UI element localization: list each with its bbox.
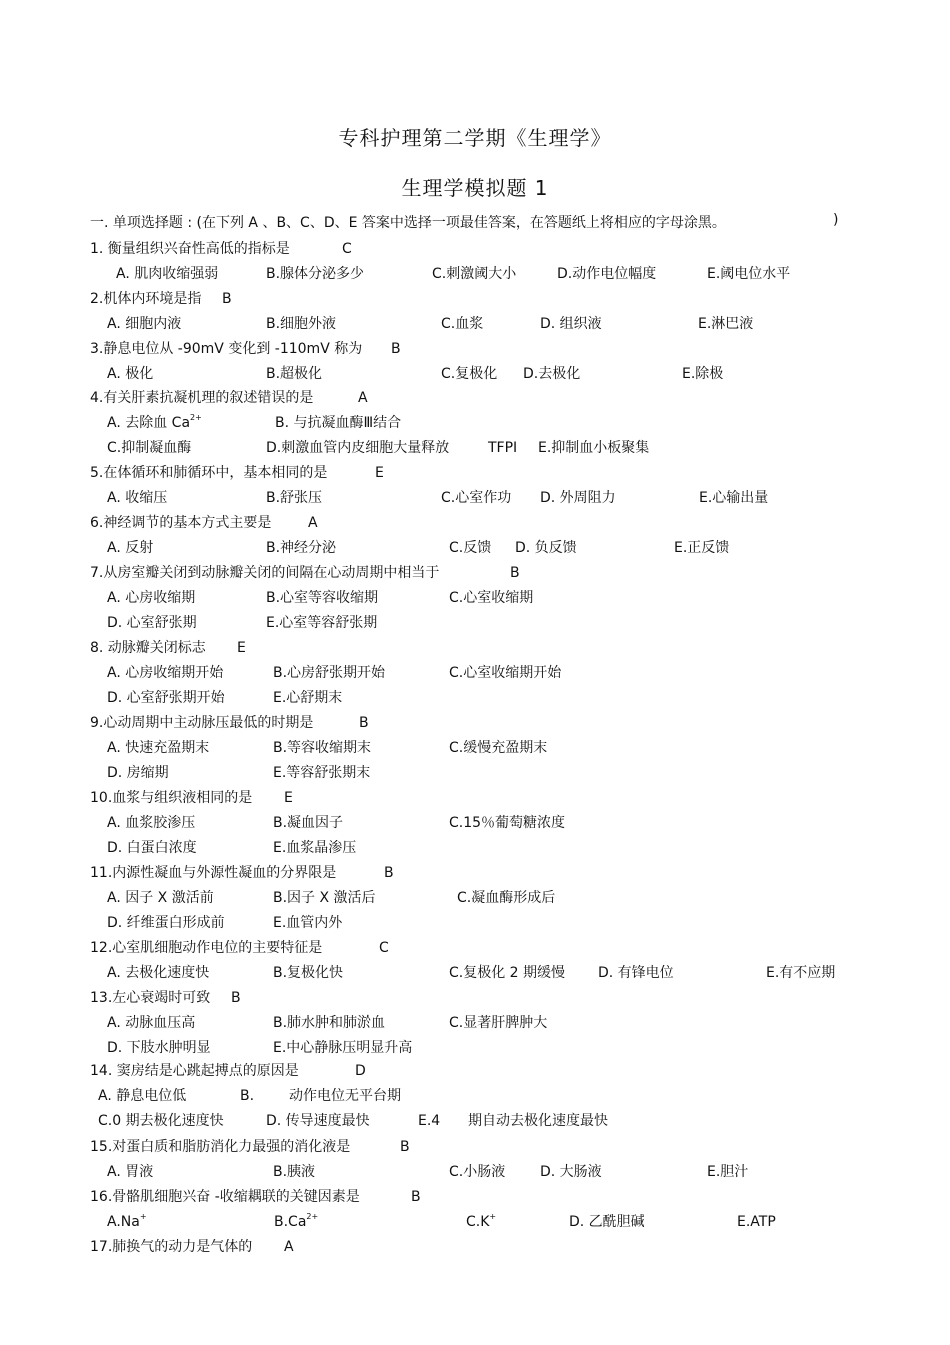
option-text: B.肺水肿和肺淤血 xyxy=(273,1015,386,1031)
option xyxy=(107,912,225,934)
option-row xyxy=(0,363,950,385)
option-text: C.缓慢充盈期末 xyxy=(449,740,548,756)
answer-key: B xyxy=(510,565,520,581)
option-text: B.因子 X 激活后 xyxy=(273,890,376,906)
option xyxy=(449,1161,505,1183)
option xyxy=(523,363,580,385)
option xyxy=(266,1110,370,1132)
option-text: A. 血浆胶渗压 xyxy=(107,815,196,831)
option-text: E.阈电位水平 xyxy=(707,266,791,282)
question-stem xyxy=(90,512,318,534)
answer-key: B xyxy=(384,865,394,881)
option xyxy=(107,812,195,834)
option-row xyxy=(0,1161,950,1183)
option xyxy=(699,487,768,509)
option xyxy=(273,812,343,834)
option-text: E.心室等容舒张期 xyxy=(266,615,378,631)
question-text: 2.机体内环境是指 xyxy=(90,291,202,307)
option-text: D. 乙酰胆碱 xyxy=(569,1214,645,1230)
option-text: C.15％葡萄糖浓度 xyxy=(449,815,566,831)
option xyxy=(273,962,343,984)
option-text: B.凝血因子 xyxy=(273,815,344,831)
superscript: + xyxy=(489,1212,497,1221)
question-stem xyxy=(90,462,384,484)
option xyxy=(107,962,209,984)
option-text: E.4 xyxy=(418,1113,441,1129)
option xyxy=(107,487,167,509)
option-row xyxy=(0,587,950,609)
option xyxy=(107,837,197,859)
option xyxy=(240,1085,254,1107)
option xyxy=(107,662,223,684)
option-text: A. 反射 xyxy=(107,540,154,556)
option-text: B.神经分泌 xyxy=(266,540,337,556)
instructions-end: ) xyxy=(833,212,839,228)
option xyxy=(274,1211,318,1233)
option-row xyxy=(0,962,950,984)
option xyxy=(432,263,516,285)
answer-key: B xyxy=(222,291,232,307)
option xyxy=(107,1012,195,1034)
option-text: C.凝血酶形成后 xyxy=(457,890,556,906)
answer-key: A xyxy=(358,390,368,406)
question-text: 9.心动周期中主动脉压最低的时期是 xyxy=(90,715,314,731)
option-text: E.ATP xyxy=(737,1214,776,1230)
question-stem xyxy=(90,787,293,809)
question-stem xyxy=(90,288,232,310)
option-text: E.血管内外 xyxy=(273,915,343,931)
option-text: B.细胞外液 xyxy=(266,316,337,332)
option xyxy=(107,687,225,709)
option-text: B. xyxy=(240,1088,255,1104)
option-text: D. 有锋电位 xyxy=(598,965,674,981)
option xyxy=(441,363,497,385)
answer-key: B xyxy=(411,1189,421,1205)
option xyxy=(674,537,729,559)
option xyxy=(598,962,674,984)
option-text: B.超极化 xyxy=(266,366,323,382)
question-stem xyxy=(90,937,389,959)
option xyxy=(441,487,511,509)
option-row xyxy=(0,1085,950,1107)
option xyxy=(266,313,336,335)
option xyxy=(449,587,533,609)
document-subtitle: 生理学模拟题 1 xyxy=(401,176,549,200)
option xyxy=(266,437,449,459)
option-text: D. 心室舒张期 xyxy=(107,615,197,631)
option-row xyxy=(0,912,950,934)
option-text: C.显著肝脾肿大 xyxy=(449,1015,548,1031)
answer-key: A xyxy=(284,1239,294,1255)
question-stem xyxy=(90,1236,294,1258)
option-text: D. 下肢水肿明显 xyxy=(107,1040,211,1056)
option-text: E.除极 xyxy=(682,366,724,382)
option-text: D.去极化 xyxy=(523,366,581,382)
option xyxy=(266,487,322,509)
option-row xyxy=(0,837,950,859)
option xyxy=(449,962,565,984)
option xyxy=(98,1110,224,1132)
option xyxy=(569,1211,645,1233)
option-text: A. 心房收缩期 xyxy=(107,590,196,606)
option-row xyxy=(0,1110,950,1132)
question-text: 3.静息电位从 -90mV 变化到 -110mV 称为 xyxy=(90,341,363,357)
option-text: C.心室作功 xyxy=(441,490,512,506)
option-text: C.小肠液 xyxy=(449,1164,506,1180)
option xyxy=(273,887,376,909)
option-text: E.胆汁 xyxy=(707,1164,749,1180)
option-text: D. 负反馈 xyxy=(515,540,577,556)
option-row xyxy=(0,487,950,509)
option-text: C.抑制凝血酶 xyxy=(107,440,192,456)
option xyxy=(273,1012,385,1034)
option-text: A. 静息电位低 xyxy=(98,1088,187,1104)
question-stem xyxy=(90,238,352,260)
question-text: 16.骨骼肌细胞兴奋 -收缩耦联的关键因素是 xyxy=(90,1189,360,1205)
option xyxy=(457,887,555,909)
option-text: C.刺激阈大小 xyxy=(432,266,517,282)
option-text: A. 因子 X 激活前 xyxy=(107,890,214,906)
question-text: 17.肺换气的动力是气体的 xyxy=(90,1239,253,1255)
option-row xyxy=(0,887,950,909)
question-text: 12.心室肌细胞动作电位的主要特征是 xyxy=(90,940,323,956)
option xyxy=(107,887,214,909)
option xyxy=(698,313,753,335)
option-text: D. 房缩期 xyxy=(107,765,169,781)
option xyxy=(266,363,322,385)
superscript: 2+ xyxy=(190,413,202,422)
answer-key: A xyxy=(308,515,318,531)
option-text: TFPI xyxy=(488,440,518,456)
option-text: A. 去极化速度快 xyxy=(107,965,210,981)
option xyxy=(107,1211,147,1233)
question-stem xyxy=(90,1060,366,1082)
option-row xyxy=(0,1012,950,1034)
option-text: B.Ca xyxy=(274,1214,307,1230)
option-text: D.刺激血管内皮细胞大量释放 xyxy=(266,440,450,456)
option-text: C.反馈 xyxy=(449,540,492,556)
option-text: A. 胃液 xyxy=(107,1164,154,1180)
option xyxy=(449,812,565,834)
option-row xyxy=(0,537,950,559)
option-text: B.心室等容收缩期 xyxy=(266,590,379,606)
answer-key: D xyxy=(355,1063,366,1079)
option xyxy=(441,313,483,335)
option xyxy=(449,662,561,684)
option-row xyxy=(0,737,950,759)
question-stem xyxy=(90,862,394,884)
option-row xyxy=(0,1211,950,1233)
option-text: B. 与抗凝血酶Ⅲ结合 xyxy=(275,415,402,431)
option xyxy=(273,912,342,934)
option-text: C.血浆 xyxy=(441,316,484,332)
option-text: A.Na xyxy=(107,1214,140,1230)
option-row xyxy=(0,662,950,684)
option xyxy=(682,363,723,385)
option xyxy=(107,437,191,459)
option xyxy=(107,1161,153,1183)
answer-key: B xyxy=(231,990,241,1006)
answer-key: E xyxy=(375,465,384,481)
option-text: E.心舒期末 xyxy=(273,690,343,706)
option-text: B.腺体分泌多少 xyxy=(266,266,365,282)
option xyxy=(116,263,218,285)
option-text: E.血浆晶渗压 xyxy=(273,840,357,856)
option xyxy=(107,412,202,434)
question-stem xyxy=(90,562,520,584)
option-text: E.中心静脉压明显升高 xyxy=(273,1040,413,1056)
answer-key: C xyxy=(342,241,352,257)
option-text: C.复极化 xyxy=(441,366,498,382)
question-stem xyxy=(90,1186,421,1208)
question-text: 6.神经调节的基本方式主要是 xyxy=(90,515,272,531)
option-text: E.正反馈 xyxy=(674,540,730,556)
option xyxy=(266,612,377,634)
option-row xyxy=(0,762,950,784)
option-text: A. 细胞内液 xyxy=(107,316,182,332)
option xyxy=(468,1110,608,1132)
option xyxy=(266,537,336,559)
option-text: A. 心房收缩期开始 xyxy=(107,665,224,681)
question-text: 13.左心衰竭时可致 xyxy=(90,990,211,1006)
option-text: D. 纤维蛋白形成前 xyxy=(107,915,225,931)
option xyxy=(107,762,169,784)
answer-key: E xyxy=(237,640,246,656)
option xyxy=(275,412,401,434)
option-row xyxy=(0,412,950,434)
question-text: 4.有关肝素抗凝机理的叙述错误的是 xyxy=(90,390,314,406)
option xyxy=(488,437,517,459)
option xyxy=(557,263,656,285)
option-text: D. 传导速度最快 xyxy=(266,1113,370,1129)
question-text: 10.血浆与组织液相同的是 xyxy=(90,790,253,806)
option-text: D. 心室舒张期开始 xyxy=(107,690,225,706)
answer-key: C xyxy=(379,940,389,956)
option-text: D. 白蛋白浓度 xyxy=(107,840,197,856)
option-text: B.心房舒张期开始 xyxy=(273,665,386,681)
option-text: E.有不应期 xyxy=(766,965,836,981)
answer-key: B xyxy=(391,341,401,357)
option-text: C.K xyxy=(466,1214,490,1230)
question-text: 7.从房室瓣关闭到动脉瓣关闭的间隔在心动周期中相当于 xyxy=(90,565,440,581)
document-title: 专科护理第二学期《生理学》 xyxy=(338,126,612,150)
question-text: 1. 衡量组织兴奋性高低的指标是 xyxy=(90,241,290,257)
option-text: D.动作电位幅度 xyxy=(557,266,657,282)
option xyxy=(707,263,790,285)
option xyxy=(273,837,356,859)
option-text: B.舒张压 xyxy=(266,490,323,506)
option xyxy=(540,1161,602,1183)
option xyxy=(273,762,370,784)
option-text: A. 收缩压 xyxy=(107,490,168,506)
option xyxy=(273,687,342,709)
question-stem xyxy=(90,637,246,659)
option xyxy=(737,1211,776,1233)
option xyxy=(273,1037,412,1059)
option xyxy=(273,662,385,684)
option-text: B.复极化快 xyxy=(273,965,344,981)
option-text: E.淋巴液 xyxy=(698,316,754,332)
option xyxy=(707,1161,748,1183)
question-text: 11.内源性凝血与外源性凝血的分界限是 xyxy=(90,865,337,881)
option-text: A. 快速充盈期末 xyxy=(107,740,210,756)
option-text: C.0 期去极化速度快 xyxy=(98,1113,224,1129)
instructions-text: 一. 单项选择题 : (在下列 A 、B、C、D、E 答案中选择一项最佳答案，在答题纸上将相应的字母涂黑。 xyxy=(90,215,726,231)
option xyxy=(449,537,491,559)
option xyxy=(466,1211,496,1233)
option xyxy=(107,363,153,385)
option xyxy=(98,1085,186,1107)
option-row xyxy=(0,612,950,634)
option xyxy=(289,1085,401,1107)
superscript: + xyxy=(139,1212,147,1221)
option xyxy=(449,737,547,759)
option-text: C.复极化 2 期缓慢 xyxy=(449,965,566,981)
option-text: E.等容舒张期末 xyxy=(273,765,371,781)
option-text: C.心室收缩期开始 xyxy=(449,665,562,681)
option-text: A. 去除血 Ca xyxy=(107,415,191,431)
option-row xyxy=(0,313,950,335)
question-stem xyxy=(90,987,241,1009)
option xyxy=(515,537,577,559)
option xyxy=(766,962,835,984)
option-text: D. 组织液 xyxy=(540,316,602,332)
option-row xyxy=(0,437,950,459)
answer-key: B xyxy=(400,1139,410,1155)
option-text: A. 肌肉收缩强弱 xyxy=(116,266,219,282)
option xyxy=(107,1037,211,1059)
option xyxy=(107,537,153,559)
option-text: E.心输出量 xyxy=(699,490,769,506)
option-row xyxy=(0,263,950,285)
option-text: 动作电位无平台期 xyxy=(289,1088,401,1104)
question-text: 14. 窦房结是心跳起搏点的原因是 xyxy=(90,1063,299,1079)
option-text: 期自动去极化速度最快 xyxy=(468,1113,608,1129)
option xyxy=(107,612,197,634)
answer-key: E xyxy=(284,790,293,806)
option-text: D. 外周阻力 xyxy=(540,490,616,506)
question-text: 15.对蛋白质和脂肪消化力最强的消化液是 xyxy=(90,1139,351,1155)
option xyxy=(538,437,649,459)
option xyxy=(107,737,209,759)
option xyxy=(107,587,195,609)
question-stem xyxy=(90,712,369,734)
option xyxy=(266,587,378,609)
option xyxy=(273,1161,315,1183)
option xyxy=(273,737,371,759)
question-stem xyxy=(90,1136,410,1158)
option xyxy=(266,263,364,285)
option-text: E.抑制血小板聚集 xyxy=(538,440,650,456)
option-text: C.心室收缩期 xyxy=(449,590,534,606)
option-row xyxy=(0,812,950,834)
superscript: 2+ xyxy=(306,1212,319,1221)
question-stem xyxy=(90,338,401,360)
option xyxy=(418,1110,440,1132)
option-row xyxy=(0,687,950,709)
option-text: B.等容收缩期末 xyxy=(273,740,372,756)
option xyxy=(449,1012,547,1034)
option-row xyxy=(0,1037,950,1059)
option-text: B.胰液 xyxy=(273,1164,316,1180)
answer-key: B xyxy=(359,715,369,731)
option-text: D. 大肠液 xyxy=(540,1164,602,1180)
option xyxy=(540,313,602,335)
option xyxy=(540,487,616,509)
question-stem xyxy=(90,387,368,409)
option-text: A. 动脉血压高 xyxy=(107,1015,196,1031)
question-text: 8. 动脉瓣关闭标志 xyxy=(90,640,206,656)
option xyxy=(107,313,181,335)
option-text: A. 极化 xyxy=(107,366,154,382)
question-text: 5.在体循环和肺循环中，基本相同的是 xyxy=(90,465,328,481)
